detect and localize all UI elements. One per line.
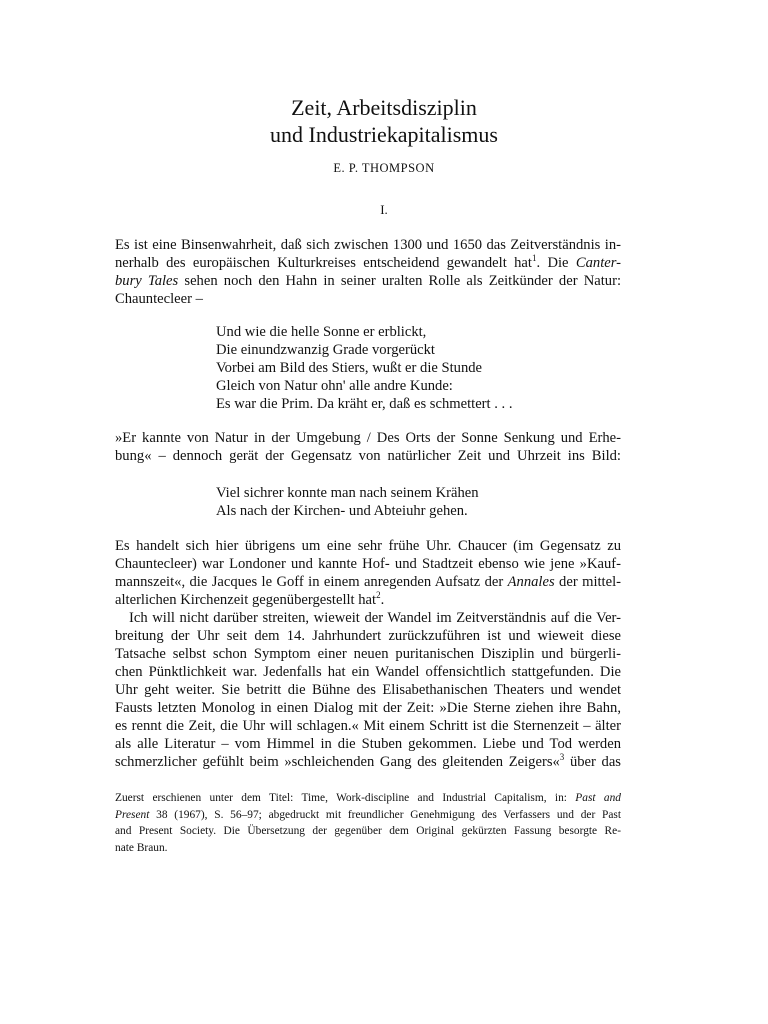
verse-block-2	[216, 484, 616, 520]
paragraph-3	[115, 537, 621, 609]
paragraph-4	[115, 609, 621, 771]
verse-line: Viel sichrer konnte man nach seinem Krähen	[216, 485, 479, 501]
text-line: Es ist eine Binsenwahrheit, daß sich zwischen 1300 und 1650 das Zeitverständnis in-	[115, 237, 621, 253]
verse-line: Es war die Prim. Da kräht er, daß es schmettert . . .	[216, 396, 513, 412]
verse-line: Die einundzwanzig Grade vorgerückt	[216, 342, 435, 358]
text-span: nerhalb des europäischen Kulturkreises entscheidend gewandelt hat	[115, 255, 532, 271]
source-footnote	[115, 790, 621, 856]
text-span: der mittel-	[554, 574, 621, 590]
section-number: I.	[380, 202, 388, 217]
text-line	[115, 753, 621, 771]
footnote-ref: 2	[376, 590, 381, 601]
text-line: Es handelt sich hier übrigens um eine sehr frühe Uhr. Chaucer (im Gegensatz zu	[115, 538, 621, 554]
text-span: schmerzlicher gefühlt beim »schleichenden Gang des gleitenden Zeigers«	[115, 754, 560, 770]
footnote-line	[115, 790, 621, 807]
text-line: bung« – dennoch gerät der Gegensatz von natürlicher Zeit und Uhrzeit ins Bild:	[115, 448, 621, 464]
text-line: Uhr geht weiter. Sie betritt die Bühne des Elisabethanischen Theaters und wendet	[115, 682, 621, 698]
footnote-ref: 1	[531, 253, 537, 264]
text-line	[115, 272, 621, 290]
text-span: mannszeit«, die Jacques le Goff in einem anregenden Aufsatz der	[115, 574, 508, 590]
italic-span: bury Tales	[115, 273, 179, 289]
text-line: Chauntecleer) war Londoner und kannte Hof- und Stadtzeit ebenso wie jene »Kauf-	[115, 556, 621, 572]
text-line	[115, 591, 621, 609]
text-line: chen Pünktlichkeit war. Jedenfalls hat ein Wandel offensichtlich stattgefunden. Die	[115, 664, 621, 680]
verse-line: Und wie die helle Sonne er erblickt,	[216, 324, 427, 340]
text-line: Chauntecleer –	[115, 291, 203, 307]
article-title	[0, 94, 768, 148]
footnote-line: nate Braun.	[115, 841, 168, 854]
footnote-ref: 3	[559, 752, 565, 763]
verse-line: Vorbei am Bild des Stiers, wußt er die Stunde	[216, 360, 483, 376]
paragraph-1	[115, 236, 621, 308]
verse-line: Als nach der Kirchen- und Abteiuhr gehen.	[216, 503, 468, 519]
text-span: 38 (1967), S. 56–97; abgedruckt mit freundlicher Genehmigung des Verfassers und der Past	[149, 808, 621, 821]
text-span: alterlichen Kirchenzeit gegenübergestellt hat	[115, 592, 377, 608]
text-span: sehen noch den Hahn in seiner uralten Rolle als Zeitkünder der Natur:	[178, 273, 622, 289]
author-name: E. P. THOMPSON	[333, 161, 435, 175]
text-line: »Er kannte von Natur in der Umgebung / Des Orts der Sonne Senkung und Erhe-	[115, 430, 621, 446]
text-line: als alle Literatur – vom Himmel in die Stuben gekommen. Liebe und Tod werden	[115, 736, 621, 752]
verse-block-1	[216, 323, 616, 413]
text-line: Ich will nicht darüber streiten, wieweit der Wandel im Zeitverständnis auf die Ver-	[129, 610, 621, 626]
italic-span: Present	[115, 808, 150, 821]
text-line: Tatsache selbst schon Symptom einer neuen puritanischen Disziplin und bürgerli-	[115, 646, 621, 662]
footnote-line: and Present Society. Die Übersetzung der gegenüber dem Original gekürzten Fassung besorgte Re-	[115, 825, 621, 837]
italic-span: Annales	[507, 574, 555, 590]
text-line	[115, 573, 621, 591]
text-line: breitung der Uhr seit dem 14. Jahrhundert zurückzuführen ist und wieweit diese	[115, 628, 621, 644]
text-line: es rennt die Zeit, die Uhr will schlagen.« Mit einem Schritt ist die Sternenzeit – älter	[115, 718, 621, 734]
text-span: .	[380, 592, 385, 608]
text-line	[115, 254, 621, 272]
title-line-1: Zeit, Arbeitsdisziplin	[291, 95, 477, 120]
verse-line: Gleich von Natur ohn' alle andre Kunde:	[216, 378, 453, 394]
paragraph-2	[115, 429, 621, 465]
text-span: . Die	[536, 255, 576, 271]
text-span: über das	[564, 754, 621, 770]
title-line-2: und Industriekapitalismus	[270, 122, 498, 147]
footnote-line	[115, 807, 621, 824]
text-span: Zuerst erschienen unter dem Titel: Time, Work-discipline and Industrial Capitalism, in:	[115, 792, 576, 804]
italic-span: Canter-	[575, 255, 621, 271]
text-line: Fausts letzten Monolog in einen Dialog mit der Zeit: »Die Sterne ziehen ihre Bahn,	[115, 700, 621, 716]
italic-span: Past and	[575, 792, 621, 804]
